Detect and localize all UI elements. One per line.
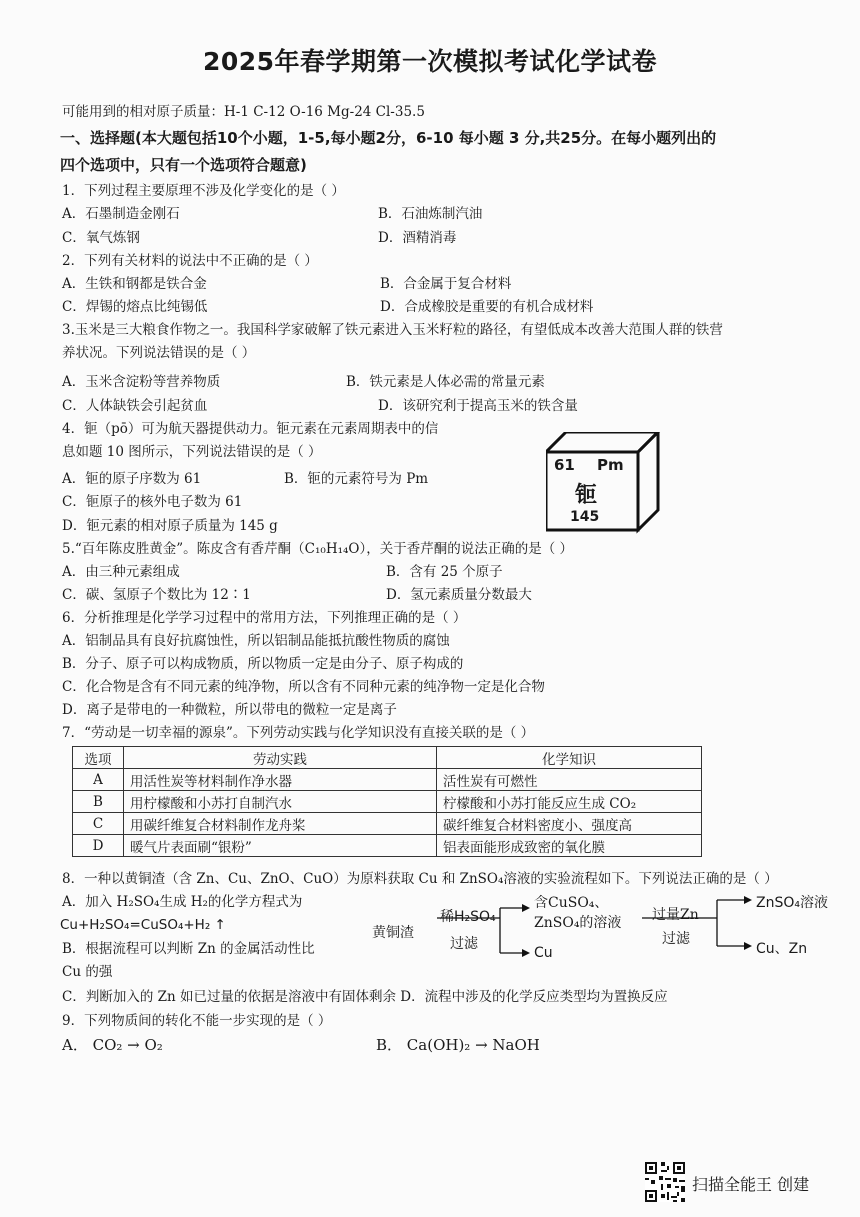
element-number: 61 (554, 456, 575, 474)
table-row (73, 813, 702, 835)
q7-cell-knowledge: 柠檬酸和小苏打能反应生成 CO₂ (437, 791, 702, 813)
flow-solution-line2: ZnSO₄的溶液 (534, 915, 622, 931)
element-name: 钷 (575, 482, 598, 508)
q8-option-b-line2: Cu 的强 (62, 964, 113, 980)
q7-cell-practice: 用碳纤维复合材料制作龙舟桨 (124, 813, 437, 835)
q7-cell-option: C (73, 813, 124, 835)
element-mass: 145 (570, 509, 600, 525)
q7-cell-practice: 暖气片表面刷“银粉” (124, 835, 437, 857)
table-row (73, 791, 702, 813)
q1-stem: 1．下列过程主要原理不涉及化学变化的是（ ） (62, 183, 345, 199)
flow-reagent-excess-zn: 过量Zn (652, 907, 699, 923)
q2-option-c: C．焊锡的熔点比纯锡低 (62, 299, 208, 315)
element-symbol: Pm (597, 456, 624, 474)
q1-option-a: A．石墨制造金刚石 (62, 206, 180, 222)
table-row (73, 769, 702, 791)
q7-cell-option: B (73, 791, 124, 813)
q6-option-d: D．离子是带电的一种微粒，所以带电的微粒一定是离子 (62, 702, 397, 718)
q4-option-a: A．钷的原子序数为 61 (62, 471, 202, 487)
q5-option-c: C．碳、氢原子个数比为 12∶1 (62, 587, 251, 603)
q6-option-c: C．化合物是含有不同元素的纯净物，所以含有不同种元素的纯净物一定是化合物 (62, 679, 545, 695)
q6-option-a: A．铝制品具有良好抗腐蚀性，所以铝制品能抵抗酸性物质的腐蚀 (62, 633, 450, 649)
flow-solution-line1: 含CuSO₄、 (534, 895, 609, 911)
section-heading-line1: 一、选择题(本大题包括10个小题，1-5,每小题2分，6-10 每小题 3 分,共25分。在每小题列出的 (60, 129, 717, 147)
q9-stem: 9．下列物质间的转化不能一步实现的是（ ） (62, 1013, 332, 1029)
q8-process-flowchart (372, 888, 852, 968)
table-row (73, 835, 702, 857)
flow-filter-1: 过滤 (450, 936, 478, 952)
q8-option-a-line1: A．加入 H₂SO₄生成 H₂的化学方程式为 (62, 894, 303, 910)
q6-stem: 6．分析推理是化学学习过程中的常用方法，下列推理正确的是（ ） (62, 610, 467, 626)
section-heading-line2: 四个选项中，只有一个选项符合题意) (60, 156, 307, 174)
q5-option-d: D．氢元素质量分数最大 (386, 587, 532, 603)
q2-option-d: D．合成橡胶是重要的有机合成材料 (380, 299, 594, 315)
q8-option-b-line1: B．根据流程可以判断 Zn 的金属活动性比 (62, 941, 315, 957)
q8-stem: 8．一种以黄铜渣（含 Zn、Cu、ZnO、CuO）为原料获取 Cu 和 ZnSO₄溶液的实验流程如下。下列说法正确的是（ ） (62, 871, 778, 887)
q7-cell-practice: 用活性炭等材料制作净水器 (124, 769, 437, 791)
q3-option-d: D．该研究利于提高玉米的铁含量 (378, 398, 578, 414)
qr-code-icon (645, 1162, 685, 1202)
q1-option-d: D．酒精消毒 (378, 230, 457, 246)
q4-stem-line1: 4．钷（pō）可为航天器提供动力。钷元素在元素周期表中的信 (62, 421, 439, 437)
q3-option-b: B．铁元素是人体必需的常量元素 (346, 374, 545, 390)
q5-option-b: B．含有 25 个原子 (386, 564, 503, 580)
q4-option-d: D．钷元素的相对原子质量为 145 g (62, 518, 278, 534)
q5-option-a: A．由三种元素组成 (62, 564, 180, 580)
q2-stem: 2．下列有关材料的说法中不正确的是（ ） (62, 253, 318, 269)
q9-option-b: B． Ca(OH)₂ → NaOH (376, 1036, 540, 1054)
flow-output-cu-zn: Cu、Zn (756, 941, 808, 957)
page-title: 2025年春学期第一次模拟考试化学试卷 (202, 47, 658, 76)
q7-header-option: 选项 (73, 747, 124, 769)
element-card-outline (546, 432, 666, 534)
q6-option-b: B．分子、原子可以构成物质，所以物质一定是由分子、原子构成的 (62, 656, 464, 672)
q7-cell-knowledge: 活性炭有可燃性 (437, 769, 702, 791)
q3-option-c: C．人体缺铁会引起贫血 (62, 398, 208, 414)
flow-reagent-h2so4: 稀H₂SO₄ (440, 909, 496, 925)
q7-header-practice: 劳动实践 (124, 747, 437, 769)
q7-cell-option: A (73, 769, 124, 791)
q3-stem-line1: 3.玉米是三大粮食作物之一。我国科学家破解了铁元素进入玉米籽粒的路径，有望低成本改善大范围人群的铁营 (62, 322, 723, 338)
q7-cell-knowledge: 碳纤维复合材料密度小、强度高 (437, 813, 702, 835)
q7-header-knowledge: 化学知识 (437, 747, 702, 769)
flow-solid-cu: Cu (534, 945, 553, 961)
q7-table (72, 746, 702, 857)
flow-output-znso4: ZnSO₄溶液 (756, 895, 828, 911)
q9-option-a: A． CO₂ → O₂ (62, 1036, 163, 1054)
q7-stem: 7．“劳动是一切幸福的源泉”。下列劳动实践与化学知识没有直接关联的是（ ） (62, 725, 535, 741)
q3-stem-line2: 养状况。下列说法错误的是（ ） (62, 345, 256, 361)
q3-option-a: A．玉米含淀粉等营养物质 (62, 374, 221, 390)
q7-cell-knowledge: 铝表面能形成致密的氧化膜 (437, 835, 702, 857)
scanner-brand-watermark: 扫描全能王 创建 (692, 1175, 810, 1194)
q5-stem: 5.“百年陈皮胜黄金”。陈皮含有香芹酮（C₁₀H₁₄O），关于香芹酮的说法正确的是（ ） (62, 541, 574, 557)
q8-option-cd: C．判断加入的 Zn 如已过量的依据是溶液中有固体剩余 D．流程中涉及的化学反应类型均为置换反应 (62, 989, 668, 1005)
q4-option-c: C．钷原子的核外电子数为 61 (62, 494, 243, 510)
q2-option-a: A．生铁和钢都是铁合金 (62, 276, 207, 292)
q8-option-a-equation: Cu+H₂SO₄=CuSO₄+H₂ ↑ (60, 917, 226, 933)
q7-header-row (73, 747, 702, 769)
q1-option-b: B．石油炼制汽油 (378, 206, 483, 222)
atomic-masses-line: 可能用到的相对原子质量：H-1 C-12 O-16 Mg-24 Cl-35.5 (62, 104, 425, 120)
q4-option-b: B．钷的元素符号为 Pm (284, 471, 429, 487)
q1-option-c: C．氧气炼钢 (62, 230, 140, 246)
flow-filter-2: 过滤 (662, 931, 690, 947)
q7-cell-option: D (73, 835, 124, 857)
q2-option-b: B．合金属于复合材料 (380, 276, 512, 292)
flow-start-brass-slag: 黄铜渣 (372, 925, 414, 941)
q4-stem-line2: 息如题 10 图所示，下列说法错误的是（ ） (62, 444, 322, 460)
q7-cell-practice: 用柠檬酸和小苏打自制汽水 (124, 791, 437, 813)
